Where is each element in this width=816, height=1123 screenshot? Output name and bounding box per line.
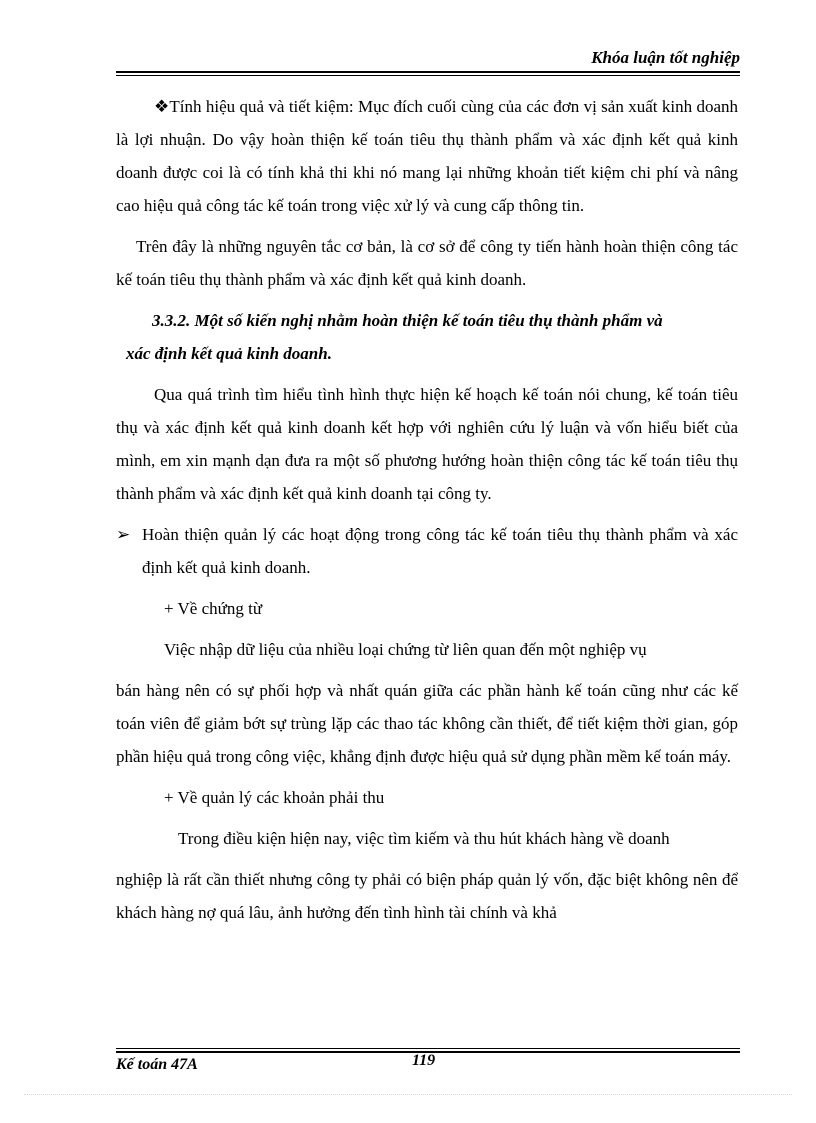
section-heading-line2: xác định kết quả kinh doanh. — [126, 344, 332, 363]
arrow-bullet-icon: ➢ — [116, 525, 131, 544]
subheading-receivables: + Về quản lý các khoản phải thu — [164, 788, 385, 807]
section-heading-line1: 3.3.2. Một số kiến nghị nhằm hoàn thiện kế toán tiêu thụ thành phẩm và — [152, 311, 663, 330]
page-edge-divider — [24, 1094, 792, 1095]
list-item — [116, 518, 738, 584]
header-rule-thin — [116, 75, 740, 76]
paragraph-intro: Qua quá trình tìm hiểu tình hình thực hiện kế hoạch kế toán nói chung, kế toán tiêu thụ và xác định kết quả kinh doanh kết hợp với nghiên cứu lý luận và vốn hiểu biết của mình, em xin mạnh dạn đưa ra một số phương hướng hoàn thiện công tác kế toán tiêu thụ thành phẩm và xác định kết quả kinh doanh tại công ty. — [116, 385, 738, 503]
paragraph-documents: bán hàng nên có sự phối hợp và nhất quán giữa các phần hành kế toán cũng như các kế toán viên để giảm bớt sự trùng lặp các thao tác không cần thiết, để tiết kiệm thời gian, góp phần hiệu quả trong công việc, khẳng định được hiệu quả sử dụng phần mềm kế toán máy. — [116, 681, 738, 766]
paragraph-efficiency: ❖Tính hiệu quả và tiết kiệm: Mục đích cuối cùng của các đơn vị sản xuất kinh doanh là lợi nhuận. Do vậy hoàn thiện kế toán tiêu thụ thành phẩm và xác định kết quả kinh doanh được coi là có tính khả thi khi nó mang lại những khoản tiết kiệm chi phí và nâng cao hiệu quả công tác kế toán trong việc xử lý và cung cấp thông tin. — [116, 97, 738, 215]
page-body — [116, 90, 738, 929]
list-item-text: Hoàn thiện quản lý các hoạt động trong công tác kế toán tiêu thụ thành phẩm và xác định kết quả kinh doanh. — [142, 525, 738, 577]
page-number: 119 — [412, 1052, 436, 1069]
footer-class-label: Kế toán 47A — [116, 1056, 198, 1073]
diamond-bullet-icon: ❖ — [154, 97, 170, 116]
header-rule — [116, 71, 740, 73]
paragraph-documents-line1: Việc nhập dữ liệu của nhiều loại chứng từ liên quan đến một nghiệp vụ — [164, 640, 647, 659]
paragraph-receivables-line1: Trong điều kiện hiện nay, việc tìm kiếm và thu hút khách hàng về doanh — [178, 829, 670, 848]
paragraph-receivables: nghiệp là rất cần thiết nhưng công ty phải có biện pháp quản lý vốn, đặc biệt không nên để khách hàng nợ quá lâu, ảnh hưởng đến tình hình tài chính và khả — [116, 870, 738, 922]
header-title: Khóa luận tốt nghiệp — [591, 48, 740, 67]
footer-rule — [116, 1048, 740, 1049]
subheading-documents: + Về chứng từ — [164, 599, 263, 618]
paragraph-summary: Trên đây là những nguyên tắc cơ bản, là cơ sở để công ty tiến hành hoàn thiện công tác kế toán tiêu thụ thành phẩm và xác định kết quả kinh doanh. — [116, 237, 738, 289]
